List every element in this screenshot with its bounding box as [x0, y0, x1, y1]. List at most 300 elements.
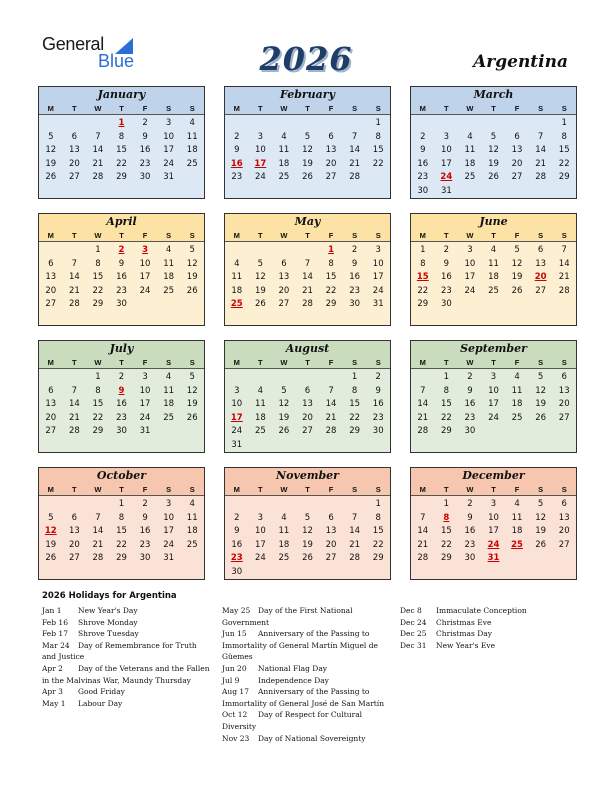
weekday-label: S: [352, 485, 358, 494]
day: 18: [278, 158, 290, 169]
weekday-label: T: [491, 485, 496, 494]
weekday-label: M: [233, 485, 240, 494]
day: 5: [514, 245, 520, 255]
day: 10: [139, 258, 151, 269]
weekday-label: T: [258, 485, 263, 494]
weekday-header: [411, 230, 576, 242]
holiday-column: [222, 605, 394, 744]
holiday-day: 2: [118, 245, 125, 255]
day: 3: [490, 372, 497, 382]
day: 15: [558, 145, 570, 156]
day: 19: [302, 539, 313, 550]
day: 29: [440, 426, 452, 437]
day: 11: [186, 512, 198, 523]
day: 29: [92, 426, 104, 437]
day-grid: [411, 496, 576, 566]
month-september: [410, 340, 577, 453]
day: 26: [488, 172, 499, 183]
day-grid: [225, 496, 390, 580]
day: 25: [511, 412, 523, 423]
weekday-label: W: [466, 485, 474, 494]
day: 28: [92, 172, 104, 183]
day: 16: [464, 399, 476, 410]
weekday-label: W: [280, 485, 288, 494]
holiday-name: Good Friday: [78, 687, 125, 697]
day: 27: [535, 285, 547, 296]
day: 15: [372, 145, 384, 156]
holiday-day: 1: [118, 118, 125, 128]
month-june: [410, 213, 577, 326]
day: 30: [464, 426, 476, 437]
holiday-date: May 25: [222, 606, 251, 615]
day: 24: [139, 412, 151, 423]
day: 19: [511, 272, 523, 283]
weekday-label: W: [280, 358, 288, 367]
weekday-label: W: [94, 104, 102, 113]
logo-text-general: General: [42, 34, 104, 54]
weekday-label: W: [94, 485, 102, 494]
holiday-name: Christmas Day: [436, 629, 492, 639]
day: 27: [68, 553, 80, 564]
day: 17: [254, 539, 266, 550]
day: 20: [511, 158, 523, 169]
month-name: July: [39, 341, 204, 357]
day: 29: [325, 299, 337, 310]
day: 21: [558, 272, 570, 283]
weekday-label: T: [305, 231, 310, 240]
day: 25: [163, 412, 175, 423]
day: 15: [116, 526, 127, 537]
day: 30: [349, 299, 361, 310]
day: 6: [514, 131, 520, 142]
month-name: January: [39, 87, 204, 103]
day: 4: [281, 512, 287, 523]
month-name: August: [225, 341, 390, 357]
day: 16: [440, 272, 452, 283]
weekday-label: T: [305, 358, 310, 367]
day: 4: [257, 385, 264, 396]
weekday-header: [225, 484, 390, 496]
day: 22: [92, 285, 104, 296]
day: 16: [464, 526, 476, 537]
day: 13: [325, 526, 337, 537]
day: 7: [95, 512, 101, 523]
weekday-label: S: [538, 485, 544, 494]
day-grid: [225, 242, 390, 312]
weekday-label: F: [514, 485, 520, 494]
empty-cell: [225, 498, 249, 512]
day: 17: [372, 272, 384, 283]
day: 22: [116, 158, 127, 169]
day-grid: [225, 369, 390, 453]
day: 24: [231, 426, 243, 437]
empty-cell: [411, 371, 435, 385]
day: 16: [231, 539, 243, 550]
day: 2: [351, 245, 358, 255]
day: 15: [116, 145, 127, 156]
weekday-label: F: [328, 358, 334, 367]
weekday-label: T: [444, 104, 449, 113]
holiday-item: [400, 640, 570, 652]
holiday-date: Apr 3: [42, 687, 63, 697]
day: 19: [535, 399, 547, 410]
day: 8: [420, 258, 426, 269]
holiday-date: May 1: [42, 698, 66, 708]
day: 10: [163, 131, 175, 142]
day: 6: [304, 385, 311, 396]
day: 14: [349, 145, 361, 156]
day: 24: [464, 285, 476, 296]
holiday-item: [222, 675, 394, 687]
day: 3: [375, 245, 381, 255]
day: 30: [440, 299, 452, 310]
day: 10: [488, 512, 499, 523]
holiday-item: [222, 605, 394, 628]
weekday-label: S: [189, 104, 195, 113]
day: 30: [231, 566, 243, 577]
day: 9: [234, 526, 240, 537]
day: 1: [95, 372, 101, 382]
holiday-item: [42, 663, 212, 686]
weekday-label: M: [233, 358, 240, 367]
day: 21: [92, 539, 104, 550]
day: 4: [490, 245, 497, 255]
day: 19: [186, 399, 198, 410]
weekday-label: S: [538, 358, 544, 367]
day: 7: [351, 131, 358, 142]
day: 13: [278, 272, 290, 283]
holiday-name: Day of the Veterans and the Fallen in the Malvinas War, Maundy Thursday: [42, 663, 210, 685]
day: 5: [490, 131, 497, 142]
day: 11: [511, 385, 523, 396]
day: 31: [231, 439, 243, 450]
holiday-item: [42, 605, 212, 617]
holiday-name: Shrove Monday: [78, 617, 138, 627]
day: 10: [372, 258, 384, 269]
month-february: [224, 86, 391, 199]
day: 20: [558, 399, 570, 410]
day: 29: [440, 553, 452, 564]
day: 21: [349, 539, 361, 550]
day: 7: [328, 385, 334, 396]
holiday-item: [222, 628, 394, 663]
weekday-label: M: [419, 485, 426, 494]
day: 21: [417, 539, 429, 550]
day: 17: [139, 399, 151, 410]
holiday-day: 17: [230, 412, 243, 423]
day: 27: [325, 553, 337, 564]
empty-cell: [249, 117, 273, 131]
holiday-item: [42, 698, 212, 710]
day: 18: [254, 412, 266, 423]
day: 14: [417, 399, 429, 410]
day: 12: [254, 272, 266, 283]
day: 14: [417, 526, 429, 537]
empty-cell: [225, 371, 249, 385]
day: 15: [440, 526, 452, 537]
holiday-date: Oct 12: [222, 710, 248, 720]
weekday-label: T: [491, 231, 496, 240]
weekday-label: M: [47, 231, 54, 240]
day: 29: [116, 172, 127, 183]
day: 6: [48, 258, 54, 269]
weekday-header: [39, 103, 204, 115]
day: 13: [68, 145, 80, 156]
day: 18: [231, 285, 243, 296]
day: 23: [231, 172, 243, 183]
day: 28: [349, 172, 361, 183]
day-grid: [39, 115, 204, 185]
holiday-item: [222, 686, 394, 709]
holiday-name: New Year's Day: [78, 606, 138, 615]
day: 20: [68, 539, 80, 550]
weekday-label: M: [47, 485, 54, 494]
empty-cell: [505, 117, 529, 131]
holiday-date: Feb 17: [42, 629, 68, 639]
day: 22: [558, 158, 570, 169]
holiday-date: Nov 23: [222, 733, 250, 743]
weekday-label: S: [352, 231, 358, 240]
holiday-date: Dec 31: [400, 640, 427, 650]
empty-cell: [529, 117, 553, 131]
empty-cell: [296, 498, 320, 512]
weekday-label: T: [72, 358, 77, 367]
day: 7: [304, 258, 311, 269]
month-december: [410, 467, 577, 580]
weekday-label: F: [328, 485, 334, 494]
day: 30: [464, 553, 476, 564]
day: 17: [488, 399, 499, 410]
weekday-label: F: [328, 231, 334, 240]
day: 29: [92, 299, 104, 310]
weekday-label: F: [142, 104, 148, 113]
day: 23: [440, 285, 452, 296]
day: 2: [467, 372, 473, 382]
day: 18: [278, 539, 290, 550]
empty-cell: [272, 117, 296, 131]
day: 11: [278, 145, 290, 156]
day: 22: [372, 539, 384, 550]
day: 2: [375, 372, 381, 382]
holiday-name: National Flag Day: [258, 663, 328, 673]
day: 15: [440, 399, 452, 410]
empty-cell: [225, 117, 249, 131]
day: 24: [254, 172, 266, 183]
day: 9: [118, 258, 125, 269]
day: 22: [440, 412, 452, 423]
day: 9: [443, 258, 450, 269]
day: 20: [45, 412, 57, 423]
day: 15: [325, 272, 337, 283]
day: 25: [186, 539, 198, 550]
day: 22: [116, 539, 127, 550]
day: 5: [257, 258, 264, 269]
day: 3: [257, 131, 264, 142]
holiday-name: Day of the First National Government: [222, 606, 353, 627]
day: 21: [417, 412, 429, 423]
day: 2: [443, 245, 450, 255]
month-august: [224, 340, 391, 453]
empty-cell: [249, 498, 273, 512]
day: 23: [464, 539, 476, 550]
empty-cell: [411, 117, 435, 131]
day: 20: [302, 412, 313, 423]
weekday-label: S: [561, 485, 567, 494]
day-grid: [39, 496, 204, 566]
holiday-item: [222, 733, 394, 745]
weekday-label: M: [233, 104, 240, 113]
weekday-label: S: [538, 231, 544, 240]
day: 17: [163, 526, 175, 537]
day: 28: [68, 299, 80, 310]
holiday-day: 12: [44, 526, 57, 537]
weekday-label: M: [419, 104, 426, 113]
day: 4: [234, 258, 240, 269]
day: 30: [139, 553, 151, 564]
day: 4: [281, 131, 287, 142]
day: 13: [302, 399, 313, 410]
weekday-header: [411, 103, 576, 115]
day: 22: [349, 412, 361, 423]
day: 10: [231, 399, 243, 410]
weekday-label: T: [258, 104, 263, 113]
day: 23: [417, 172, 429, 183]
day: 13: [325, 145, 337, 156]
empty-cell: [296, 244, 320, 258]
day: 12: [511, 258, 523, 269]
weekday-label: T: [119, 104, 124, 113]
day: 30: [116, 299, 127, 310]
day: 13: [511, 145, 523, 156]
weekday-label: M: [233, 231, 240, 240]
day: 25: [163, 285, 175, 296]
holiday-item: [400, 605, 570, 617]
day: 18: [186, 526, 198, 537]
holiday-day: 25: [511, 539, 523, 550]
day: 19: [302, 158, 313, 169]
day: 4: [165, 245, 172, 255]
holiday-name: Independence Day: [258, 675, 329, 685]
day: 3: [142, 372, 148, 382]
weekday-label: T: [258, 231, 263, 240]
day: 16: [116, 272, 127, 283]
day: 23: [139, 539, 151, 550]
empty-cell: [86, 117, 110, 131]
day: 3: [443, 131, 450, 142]
day: 27: [325, 172, 337, 183]
weekday-label: T: [258, 358, 263, 367]
holiday-item: [42, 617, 212, 629]
day: 14: [325, 399, 337, 410]
day: 18: [511, 526, 523, 537]
empty-cell: [39, 498, 63, 512]
day: 2: [420, 131, 426, 142]
holiday-column: [42, 605, 212, 709]
month-name: March: [411, 87, 576, 103]
weekday-label: S: [166, 485, 172, 494]
day: 23: [139, 158, 151, 169]
month-name: December: [411, 468, 576, 484]
holiday-date: Jun 20: [222, 663, 247, 673]
empty-cell: [482, 117, 506, 131]
day: 14: [302, 272, 313, 283]
holiday-item: [400, 628, 570, 640]
day: 28: [68, 426, 80, 437]
weekday-header: [225, 103, 390, 115]
day: 13: [68, 526, 80, 537]
day: 12: [302, 145, 313, 156]
day: 11: [254, 399, 266, 410]
day-grid: [39, 242, 204, 312]
weekday-label: S: [375, 358, 381, 367]
day: 12: [186, 385, 198, 396]
holiday-day: 15: [416, 272, 429, 283]
weekday-header: [39, 484, 204, 496]
weekday-label: S: [189, 231, 195, 240]
day: 16: [372, 399, 384, 410]
month-name: February: [225, 87, 390, 103]
day: 8: [118, 512, 125, 523]
day: 3: [234, 385, 240, 396]
day: 12: [186, 258, 198, 269]
day: 6: [328, 512, 334, 523]
month-name: November: [225, 468, 390, 484]
day: 5: [304, 131, 311, 142]
weekday-label: S: [538, 104, 544, 113]
empty-cell: [225, 244, 249, 258]
empty-cell: [435, 117, 459, 131]
weekday-header: [411, 484, 576, 496]
weekday-label: M: [419, 231, 426, 240]
day: 4: [165, 372, 172, 382]
day: 21: [68, 412, 80, 423]
weekday-header: [225, 230, 390, 242]
holiday-date: Mar 24: [42, 640, 70, 650]
day: 27: [68, 172, 80, 183]
holiday-name: Day of Remembrance for Truth and Justice: [42, 640, 197, 662]
weekday-label: F: [142, 485, 148, 494]
day: 29: [349, 426, 361, 437]
day: 20: [68, 158, 80, 169]
holiday-name: New Year's Eve: [436, 640, 496, 650]
weekday-label: F: [514, 231, 520, 240]
day: 27: [558, 539, 570, 550]
day: 5: [537, 499, 544, 509]
day: 13: [535, 258, 547, 269]
day: 6: [561, 499, 567, 509]
day: 29: [372, 553, 384, 564]
day: 24: [163, 158, 175, 169]
holiday-day: 1: [328, 245, 335, 255]
empty-cell: [86, 498, 110, 512]
weekday-header: [225, 357, 390, 369]
day: 6: [71, 512, 78, 523]
holiday-day: 17: [254, 158, 267, 169]
day: 8: [375, 512, 381, 523]
day: 1: [375, 499, 381, 509]
weekday-label: M: [47, 358, 54, 367]
day: 25: [488, 285, 499, 296]
day: 6: [71, 131, 78, 142]
weekday-label: W: [280, 231, 288, 240]
day: 28: [417, 553, 429, 564]
day: 1: [351, 372, 358, 382]
holiday-date: Apr 2: [42, 663, 63, 673]
holiday-item: [400, 617, 570, 629]
weekday-label: M: [47, 104, 54, 113]
day: 11: [163, 385, 175, 396]
day: 5: [48, 131, 54, 142]
